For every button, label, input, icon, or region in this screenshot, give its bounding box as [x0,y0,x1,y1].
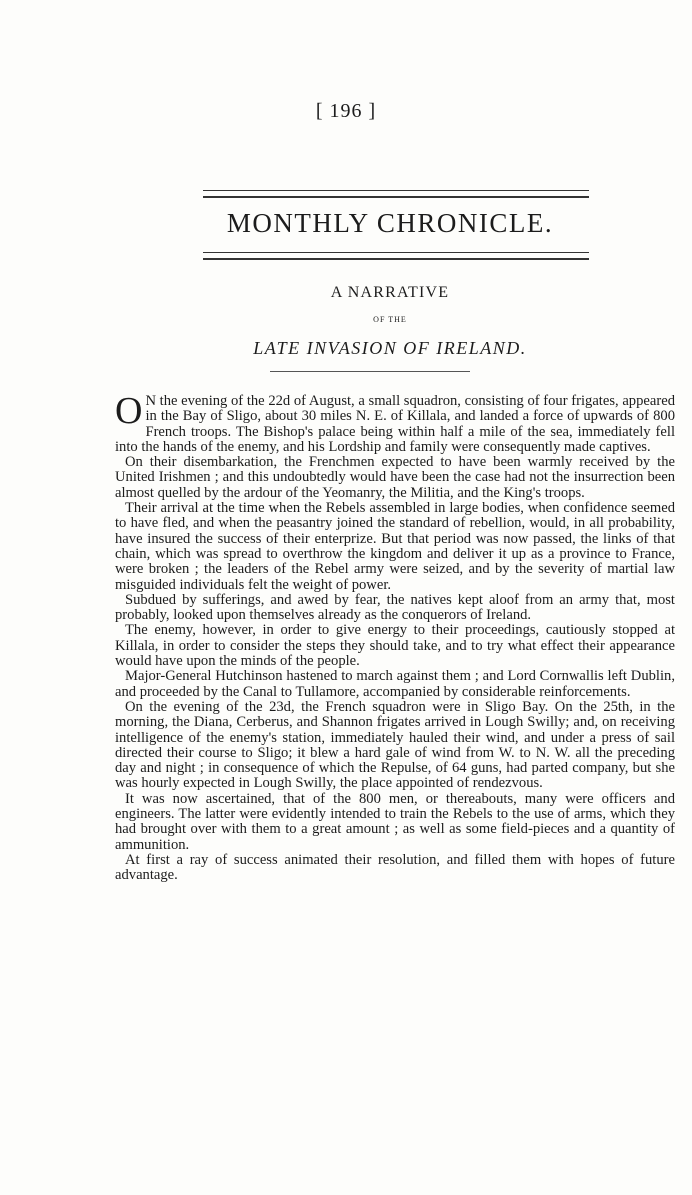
article-of-the: OF THE [373,315,407,324]
article-title: A NARRATIVE [330,284,450,301]
article-subtitle: LATE INVASION OF IRELAND. [253,338,527,358]
header-rule-top [203,190,589,198]
article-body [115,390,675,884]
paragraph: The enemy, however, in order to give energy to their proceedings, cautiously stopped at Killala, in order to consider the steps they should take, and to try what effect their appearance would have upon the minds of the people. [115,622,675,670]
paragraph [115,390,675,455]
paragraph-text: N the evening of the 22d of August, a small squadron, consisting of four frigates, appeared in the Bay of Sligo, about 30 miles N. E. of Killala, and landed a force of upwards of 800 French troops. The Bishop's palace being within half a mile of the sea, immediately fell into the hands of the enemy, and his Lordship and family were consequently made captives. [115,393,675,455]
paragraph: It was now ascertained, that of the 800 men, or thereabouts, many were officers and engineers. The latter were evidently intended to train the Rebels to the use of arms, which they had brought over with them to a great amount ; as well as some field-pieces and a quantity of ammunition. [115,790,675,853]
paragraph: Their arrival at the time when the Rebels assembled in large bodies, when confidence seemed to have fled, and when the peasantry joined the standard of rebellion, would, in all probability, have insured the success of their enterprize. But that period was now passed, the links of that chain, which was spread to overthrow the kingdom and deliver it up as a province to France, were broken ; the leaders of the Rebel army were seized, and by the severity of martial law misguided individuals felt the weight of power. [115,500,675,593]
paragraph: At first a ray of success animated their resolution, and filled them with hopes of future advantage. [115,851,675,884]
page-number: [ 196 ] [315,100,377,122]
drop-cap: O [115,390,143,432]
section-title: MONTHLY CHRONICLE. [226,208,554,238]
paragraph: Major-General Hutchinson hastened to march against them ; and Lord Cornwallis left Dublin, and proceeded by the Canal to Tullamore, accompanied by considerable reinforcements. [115,668,675,700]
header-rule-bottom [203,252,589,260]
paragraph: On the evening of the 23d, the French squadron were in Sligo Bay. On the 25th, in the morning, the Diana, Cerberus, and Shannon frigates arrived in Lough Swilly; and, on receiving intelligence of the enemy's station, immediately hauled their wind, and under a press of sail directed their course to Sligo; it blew a hard gale of wind from W. to N. W. all the preceding day and night ; in consequence of which the Repulse, of 64 guns, had parted company, but she was hourly expected in Lough Swilly, the place appointed of rendezvous. [115,698,675,792]
paragraph: Subdued by sufferings, and awed by fear, the natives kept aloof from an army that, most probably, looked upon themselves already as the conquerors of Ireland. [115,591,675,624]
paragraph: On their disembarkation, the Frenchmen expected to have been warmly received by the United Irishmen ; and this undoubtedly would have been the case had not the insurrection been almost quelled by the ardour of the Yeomanry, the Militia, and the King's troops. [115,454,675,501]
title-rule [270,371,470,372]
